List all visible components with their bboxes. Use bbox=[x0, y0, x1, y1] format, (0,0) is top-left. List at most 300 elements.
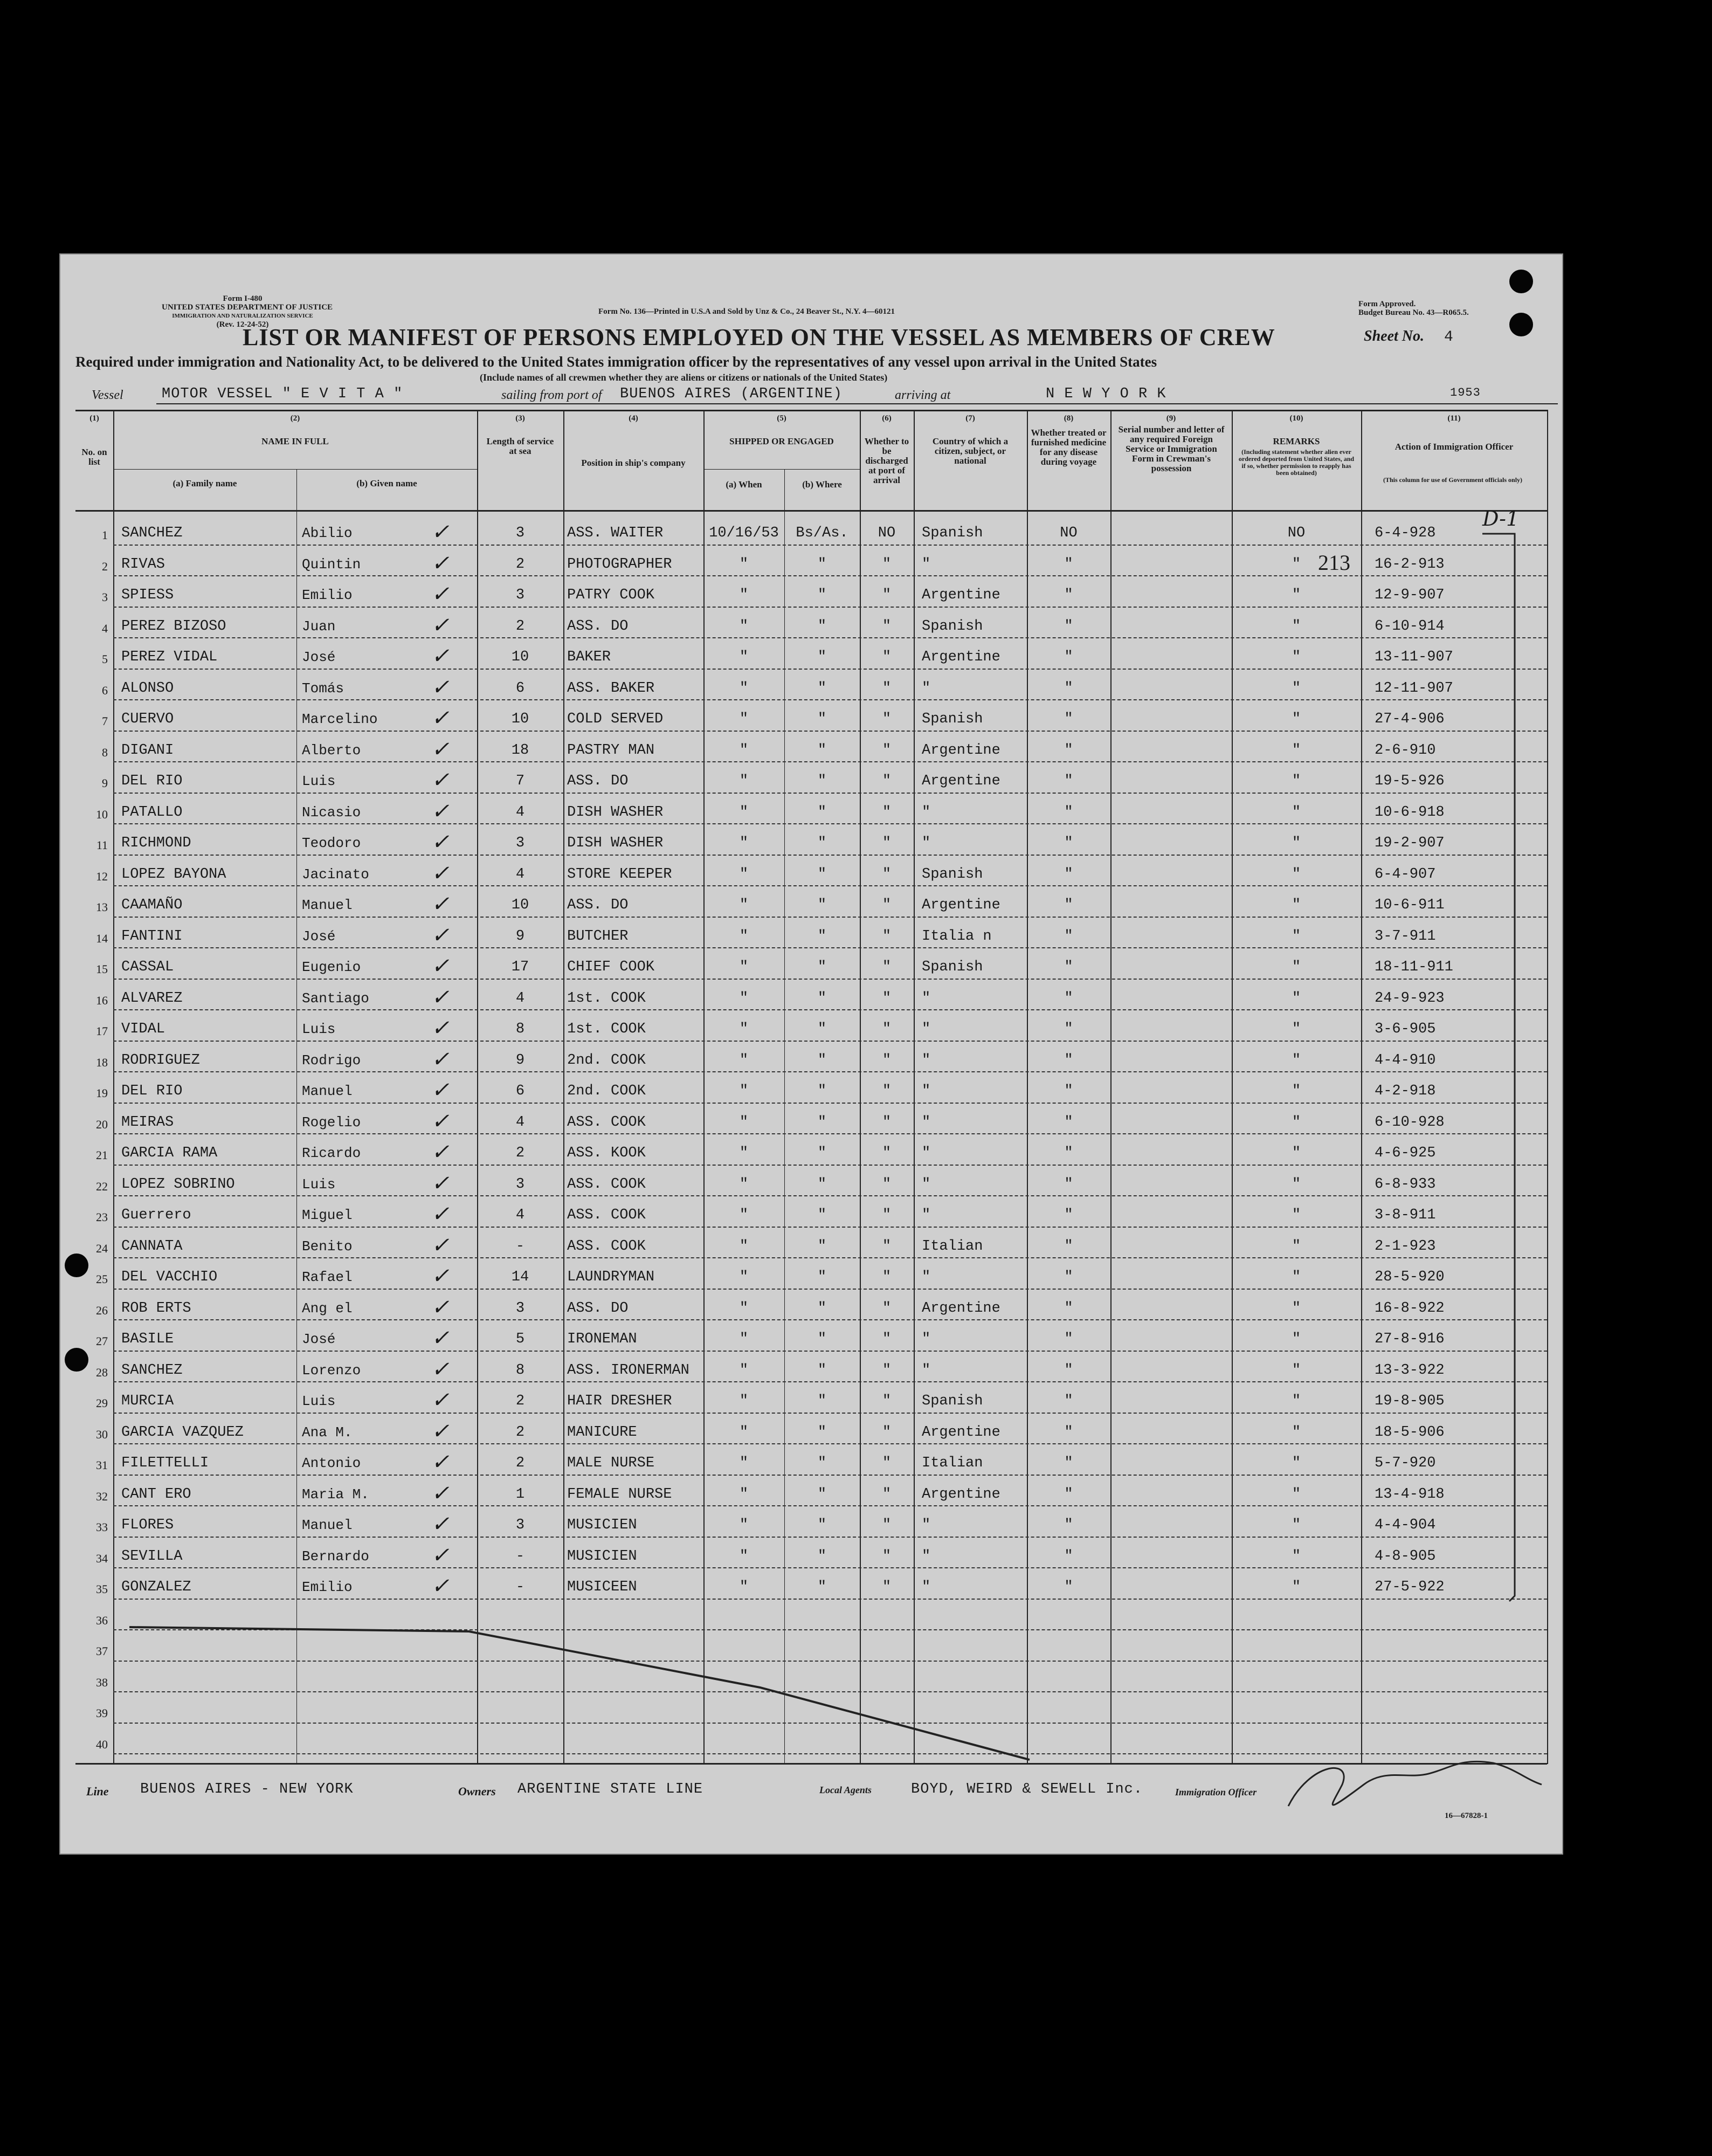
cell-country: " bbox=[922, 835, 931, 851]
vessel-label: Vessel bbox=[92, 388, 123, 402]
cell-family: VIDAL bbox=[121, 1021, 165, 1037]
cell-where: " bbox=[817, 1455, 827, 1471]
cell-remarks: " bbox=[1292, 587, 1301, 603]
sheet-value: 4 bbox=[1444, 329, 1453, 346]
cell-discharged: " bbox=[882, 1517, 892, 1533]
cell-discharged: " bbox=[882, 711, 892, 727]
cell-remarks: " bbox=[1292, 773, 1301, 789]
col5b-header: (b) Where bbox=[802, 479, 842, 490]
cell-action: 4-6-925 bbox=[1375, 1145, 1436, 1161]
cell-when: " bbox=[739, 1517, 749, 1533]
cell-position: PHOTOGRAPHER bbox=[567, 556, 672, 573]
cell-family: CAAMAÑO bbox=[121, 897, 183, 913]
cell-family: CANT ERO bbox=[121, 1486, 191, 1503]
cell-position: PATRY COOK bbox=[567, 587, 655, 603]
check-mark-icon: ✓ bbox=[431, 1574, 450, 1599]
cell-where: " bbox=[817, 1579, 827, 1595]
cell-family: Guerrero bbox=[121, 1207, 191, 1223]
cell-action: 27-4-906 bbox=[1375, 711, 1445, 727]
cell-discharged: " bbox=[882, 1362, 892, 1379]
cell-remarks: " bbox=[1292, 1548, 1301, 1565]
cell-action: 19-5-926 bbox=[1375, 773, 1445, 789]
cell-country: Spanish bbox=[922, 618, 983, 635]
handwritten-213: 213 bbox=[1318, 550, 1350, 575]
printer-line: Form No. 136—Printed in U.S.A and Sold by Unz & Co., 24 Beaver St., N.Y. 4—60121 bbox=[598, 307, 895, 316]
line-label: Line bbox=[86, 1785, 109, 1798]
cell-family: RICHMOND bbox=[121, 835, 191, 851]
cell-where: " bbox=[817, 1176, 827, 1193]
cell-service: 8 bbox=[515, 1362, 525, 1379]
cell-family: SANCHEZ bbox=[121, 1362, 183, 1379]
cell-service: 10 bbox=[511, 649, 529, 665]
row-number: 11 bbox=[96, 838, 108, 852]
cell-service: 3 bbox=[515, 1517, 525, 1533]
cell-when: " bbox=[739, 866, 749, 883]
cell-discharged: " bbox=[882, 1083, 892, 1099]
cell-treated: " bbox=[1064, 1517, 1073, 1533]
cell-remarks: NO bbox=[1287, 525, 1306, 541]
row-number: 36 bbox=[96, 1613, 108, 1627]
cell-country: Spanish bbox=[922, 1393, 983, 1409]
cell-country: " bbox=[922, 1269, 931, 1285]
cell-where: " bbox=[817, 866, 827, 883]
cell-given: Alberto bbox=[302, 742, 361, 759]
cell-when: " bbox=[739, 1052, 749, 1069]
cell-given: Juan bbox=[302, 618, 336, 635]
doc-code: 16—67828-1 bbox=[1445, 1811, 1488, 1820]
cell-service: 9 bbox=[515, 1052, 525, 1069]
cell-discharged: " bbox=[882, 1486, 892, 1503]
row-number: 18 bbox=[96, 1055, 108, 1069]
cell-where: " bbox=[817, 1486, 827, 1503]
cell-action: 13-4-918 bbox=[1375, 1486, 1445, 1503]
row-number: 40 bbox=[96, 1737, 108, 1751]
cell-remarks: " bbox=[1292, 1300, 1301, 1317]
cell-remarks: " bbox=[1292, 1021, 1301, 1037]
row-number: 32 bbox=[96, 1489, 108, 1503]
cell-when: " bbox=[739, 711, 749, 727]
cell-where: " bbox=[817, 1021, 827, 1037]
row-number: 33 bbox=[96, 1520, 108, 1534]
cell-service: 2 bbox=[515, 556, 525, 573]
owners-label: Owners bbox=[458, 1785, 496, 1798]
cell-action: 27-5-922 bbox=[1375, 1579, 1445, 1595]
cell-given: Rodrigo bbox=[302, 1052, 361, 1069]
cell-position: ASS. KOOK bbox=[567, 1145, 646, 1161]
cell-when: " bbox=[739, 1486, 749, 1503]
cell-discharged: " bbox=[882, 618, 892, 635]
row-number: 29 bbox=[96, 1396, 108, 1410]
cell-country: Spanish bbox=[922, 711, 983, 727]
check-mark-icon: ✓ bbox=[431, 1108, 450, 1134]
cell-country: Spanish bbox=[922, 525, 983, 541]
cell-position: ASS. WAITER bbox=[567, 525, 664, 541]
cell-service: 9 bbox=[515, 928, 525, 945]
cell-remarks: " bbox=[1292, 804, 1301, 821]
cell-given: Manuel bbox=[302, 897, 353, 913]
punch-hole bbox=[65, 1253, 88, 1277]
cell-discharged: " bbox=[882, 587, 892, 603]
check-mark-icon: ✓ bbox=[431, 1480, 450, 1506]
cell-treated: " bbox=[1064, 1548, 1073, 1565]
cell-discharged: " bbox=[882, 928, 892, 945]
cell-country: Argentine bbox=[922, 897, 1000, 913]
row-number: 39 bbox=[96, 1706, 108, 1720]
check-mark-icon: ✓ bbox=[431, 1264, 450, 1289]
cell-action: 6-4-928 bbox=[1375, 525, 1436, 541]
cell-country: " bbox=[922, 1052, 931, 1069]
row-number: 6 bbox=[102, 683, 108, 697]
cell-action: 19-2-907 bbox=[1375, 835, 1445, 851]
cell-where: " bbox=[817, 1114, 827, 1131]
cell-treated: " bbox=[1064, 1207, 1073, 1223]
cell-discharged: " bbox=[882, 1238, 892, 1255]
cell-country: Argentine bbox=[922, 742, 1000, 759]
row-number: 37 bbox=[96, 1644, 108, 1658]
cell-treated: " bbox=[1064, 742, 1073, 759]
cell-service: 6 bbox=[515, 1083, 525, 1099]
row-number: 30 bbox=[96, 1427, 108, 1441]
cell-where: " bbox=[817, 711, 827, 727]
col5-number: (5) bbox=[777, 414, 786, 423]
check-mark-icon: ✓ bbox=[431, 706, 450, 731]
cell-where: " bbox=[817, 1145, 827, 1161]
cell-family: ROB ERTS bbox=[121, 1300, 191, 1317]
cell-when: " bbox=[739, 680, 749, 697]
row-number: 22 bbox=[96, 1179, 108, 1193]
cell-treated: NO bbox=[1060, 525, 1078, 541]
cell-action: 3-8-911 bbox=[1375, 1207, 1436, 1223]
margin-mark: D-1 bbox=[1482, 507, 1520, 531]
check-mark-icon: ✓ bbox=[431, 1202, 450, 1227]
cell-discharged: " bbox=[882, 866, 892, 883]
cell-service: 10 bbox=[511, 897, 529, 913]
cell-when: " bbox=[739, 1207, 749, 1223]
cell-remarks: " bbox=[1292, 556, 1301, 573]
cell-family: GARCIA RAMA bbox=[121, 1145, 218, 1161]
cell-given: Antonio bbox=[302, 1455, 361, 1471]
cell-given: Luis bbox=[302, 1021, 336, 1037]
cell-family: BASILE bbox=[121, 1331, 174, 1347]
cell-position: LAUNDRYMAN bbox=[567, 1269, 655, 1285]
cell-when: " bbox=[739, 959, 749, 975]
row-number: 16 bbox=[96, 993, 108, 1007]
cell-treated: " bbox=[1064, 959, 1073, 975]
punch-hole bbox=[1509, 313, 1533, 336]
port-of-arrival: N E W Y O R K bbox=[1046, 386, 1166, 402]
cell-treated: " bbox=[1064, 1424, 1073, 1441]
cell-action: 4-4-910 bbox=[1375, 1052, 1436, 1069]
cell-when: " bbox=[739, 1145, 749, 1161]
cell-family: SEVILLA bbox=[121, 1548, 183, 1565]
cell-position: ASS. DO bbox=[567, 773, 629, 789]
cell-family: FLORES bbox=[121, 1517, 174, 1533]
cell-treated: " bbox=[1064, 1269, 1073, 1285]
cell-family: LOPEZ BAYONA bbox=[121, 866, 226, 883]
cell-family: ALONSO bbox=[121, 680, 174, 697]
cell-discharged: " bbox=[882, 804, 892, 821]
cell-discharged: " bbox=[882, 1455, 892, 1471]
col4-number: (4) bbox=[629, 414, 638, 423]
cell-discharged: " bbox=[882, 1021, 892, 1037]
cell-action: 24-9-923 bbox=[1375, 990, 1445, 1007]
cell-country: Italia n bbox=[922, 928, 992, 945]
cell-remarks: " bbox=[1292, 649, 1301, 665]
cell-discharged: " bbox=[882, 773, 892, 789]
cell-family: DEL VACCHIO bbox=[121, 1269, 218, 1285]
cell-action: 4-8-905 bbox=[1375, 1548, 1436, 1565]
cell-remarks: " bbox=[1292, 1455, 1301, 1471]
check-mark-icon: ✓ bbox=[431, 582, 450, 607]
cell-action: 3-6-905 bbox=[1375, 1021, 1436, 1037]
cell-discharged: " bbox=[882, 742, 892, 759]
cell-given: Luis bbox=[302, 773, 336, 789]
cell-remarks: " bbox=[1292, 866, 1301, 883]
row-number: 24 bbox=[96, 1241, 108, 1255]
cell-country: " bbox=[922, 990, 931, 1007]
cell-position: ASS. DO bbox=[567, 618, 629, 635]
cell-when: " bbox=[739, 928, 749, 945]
cell-given: Quintin bbox=[302, 556, 361, 573]
cell-given: Ana M. bbox=[302, 1424, 353, 1441]
cell-service: 2 bbox=[515, 1455, 525, 1471]
cell-discharged: " bbox=[882, 1331, 892, 1347]
cell-when: " bbox=[739, 556, 749, 573]
cell-given: Eugenio bbox=[302, 959, 361, 975]
cell-treated: " bbox=[1064, 1486, 1073, 1503]
cell-service: 3 bbox=[515, 1176, 525, 1193]
cell-given: Luis bbox=[302, 1393, 336, 1409]
row-number: 1 bbox=[102, 528, 108, 542]
cell-position: ASS. DO bbox=[567, 897, 629, 913]
cell-treated: " bbox=[1064, 928, 1073, 945]
cell-remarks: " bbox=[1292, 1114, 1301, 1131]
cell-where: " bbox=[817, 680, 827, 697]
cell-remarks: " bbox=[1292, 1083, 1301, 1099]
cell-where: " bbox=[817, 1362, 827, 1379]
cell-given: Abilio bbox=[302, 525, 353, 541]
cell-treated: " bbox=[1064, 680, 1073, 697]
cell-country: " bbox=[922, 1176, 931, 1193]
col2b-header: (b) Given name bbox=[356, 478, 417, 488]
cell-treated: " bbox=[1064, 804, 1073, 821]
cell-discharged: " bbox=[882, 835, 892, 851]
check-mark-icon: ✓ bbox=[431, 1078, 450, 1103]
cell-action: 12-9-907 bbox=[1375, 587, 1445, 603]
cell-discharged: " bbox=[882, 1269, 892, 1285]
cell-service: 1 bbox=[515, 1486, 525, 1503]
check-mark-icon: ✓ bbox=[431, 644, 450, 669]
cell-given: Nicasio bbox=[302, 804, 361, 821]
cell-country: Argentine bbox=[922, 1486, 1000, 1503]
cell-treated: " bbox=[1064, 711, 1073, 727]
row-number: 15 bbox=[96, 962, 108, 976]
cell-where: " bbox=[817, 1517, 827, 1533]
row-number: 7 bbox=[102, 714, 108, 728]
cell-action: 12-11-907 bbox=[1375, 680, 1453, 697]
col1-number: (1) bbox=[89, 414, 99, 423]
cell-treated: " bbox=[1064, 835, 1073, 851]
cell-action: 6-4-907 bbox=[1375, 866, 1436, 883]
cell-where: " bbox=[817, 990, 827, 1007]
check-mark-icon: ✓ bbox=[431, 1046, 450, 1072]
cell-position: HAIR DRESHER bbox=[567, 1393, 672, 1409]
cell-remarks: " bbox=[1292, 897, 1301, 913]
cell-country: Italian bbox=[922, 1238, 983, 1255]
cell-position: STORE KEEPER bbox=[567, 866, 672, 883]
row-number: 5 bbox=[102, 652, 108, 666]
cell-action: 2-1-923 bbox=[1375, 1238, 1436, 1255]
cell-treated: " bbox=[1064, 866, 1073, 883]
cell-country: " bbox=[922, 680, 931, 697]
cell-action: 6-10-914 bbox=[1375, 618, 1445, 635]
row-number: 31 bbox=[96, 1458, 108, 1472]
cell-treated: " bbox=[1064, 1083, 1073, 1099]
cell-action: 10-6-918 bbox=[1375, 804, 1445, 821]
cell-action: 28-5-920 bbox=[1375, 1269, 1445, 1285]
cell-action: 4-2-918 bbox=[1375, 1083, 1436, 1099]
col11-subheader: (This column for use of Government officials only) bbox=[1383, 476, 1523, 484]
cell-given: Jacinato bbox=[302, 866, 369, 883]
col10-header: REMARKS bbox=[1273, 436, 1320, 446]
required-statement: Required under immigration and Nationality Act, to be delivered to the United States immigration officer by the representatives of any vessel upon arrival in the United States bbox=[75, 354, 1157, 370]
col4-header: Position in ship's company bbox=[581, 458, 686, 468]
row-number: 38 bbox=[96, 1675, 108, 1689]
cell-country: Spanish bbox=[922, 866, 983, 883]
cell-service: 7 bbox=[515, 773, 525, 789]
cell-action: 13-3-922 bbox=[1375, 1362, 1445, 1379]
cell-country: Spanish bbox=[922, 959, 983, 975]
cell-given: Emilio bbox=[302, 587, 353, 603]
col5a-header: (a) When bbox=[726, 479, 762, 490]
cell-where: " bbox=[817, 1083, 827, 1099]
cell-treated: " bbox=[1064, 1114, 1073, 1131]
include-note: (Include names of all crewmen whether they are aliens or citizens or nationals of the United States) bbox=[480, 372, 888, 383]
cell-position: MUSICIEN bbox=[567, 1517, 637, 1533]
dept-line-2: IMMIGRATION AND NATURALIZATION SERVICE bbox=[172, 313, 313, 319]
cell-given: José bbox=[302, 649, 336, 665]
cell-action: 10-6-911 bbox=[1375, 897, 1445, 913]
cell-service: 14 bbox=[511, 1269, 529, 1285]
cell-discharged: " bbox=[882, 990, 892, 1007]
cell-given: Ricardo bbox=[302, 1145, 361, 1161]
row-number: 25 bbox=[96, 1272, 108, 1286]
cell-discharged: " bbox=[882, 1052, 892, 1069]
cell-family: FILETTELLI bbox=[121, 1455, 209, 1471]
cell-discharged: " bbox=[882, 1207, 892, 1223]
col5-header: SHIPPED OR ENGAGED bbox=[729, 436, 834, 446]
cell-given: Maria M. bbox=[302, 1486, 369, 1503]
col9-number: (9) bbox=[1166, 414, 1176, 423]
row-number: 34 bbox=[96, 1551, 108, 1565]
cell-action: 16-2-913 bbox=[1375, 556, 1445, 573]
check-mark-icon: ✓ bbox=[431, 1418, 450, 1444]
cell-action: 18-5-906 bbox=[1375, 1424, 1445, 1441]
cell-when: " bbox=[739, 1176, 749, 1193]
cell-country: Argentine bbox=[922, 587, 1000, 603]
cell-discharged: " bbox=[882, 556, 892, 573]
cell-when: " bbox=[739, 1362, 749, 1379]
cell-position: ASS. DO bbox=[567, 1300, 629, 1317]
agents-value: BOYD, WEIRD & SEWELL Inc. bbox=[911, 1781, 1143, 1797]
cell-given: Marcelino bbox=[302, 711, 378, 727]
cell-treated: " bbox=[1064, 1393, 1073, 1409]
cell-where: " bbox=[817, 804, 827, 821]
cell-remarks: " bbox=[1292, 1176, 1301, 1193]
cell-remarks: " bbox=[1292, 1579, 1301, 1595]
col10-number: (10) bbox=[1289, 414, 1303, 423]
cell-position: CHIEF COOK bbox=[567, 959, 655, 975]
cell-position: ASS. COOK bbox=[567, 1207, 646, 1223]
cell-position: ASS. COOK bbox=[567, 1238, 646, 1255]
cell-where: " bbox=[817, 1269, 827, 1285]
cell-given: Santiago bbox=[302, 990, 369, 1007]
check-mark-icon: ✓ bbox=[431, 1450, 450, 1475]
cell-country: " bbox=[922, 1579, 931, 1595]
row-number: 2 bbox=[102, 559, 108, 573]
cell-given: Lorenzo bbox=[302, 1362, 361, 1379]
manifest-sheet bbox=[59, 253, 1563, 1855]
cell-action: 3-7-911 bbox=[1375, 928, 1436, 945]
check-mark-icon: ✓ bbox=[431, 798, 450, 824]
cell-remarks: " bbox=[1292, 835, 1301, 851]
cell-service: 2 bbox=[515, 618, 525, 635]
cell-treated: " bbox=[1064, 1362, 1073, 1379]
arriving-label: arriving at bbox=[895, 388, 951, 402]
cell-given: Benito bbox=[302, 1238, 353, 1255]
cell-action: 13-11-907 bbox=[1375, 649, 1453, 665]
cell-given: Teodoro bbox=[302, 835, 361, 851]
cell-action: 6-8-933 bbox=[1375, 1176, 1436, 1193]
cell-family: GARCIA VAZQUEZ bbox=[121, 1424, 244, 1441]
punch-hole bbox=[65, 1348, 88, 1372]
check-mark-icon: ✓ bbox=[431, 768, 450, 793]
cell-country: " bbox=[922, 1114, 931, 1131]
check-mark-icon: ✓ bbox=[431, 520, 450, 545]
cell-remarks: " bbox=[1292, 1393, 1301, 1409]
cell-position: 1st. COOK bbox=[567, 990, 646, 1007]
cell-position: FEMALE NURSE bbox=[567, 1486, 672, 1503]
port-of-departure: BUENOS AIRES (ARGENTINE) bbox=[620, 386, 843, 402]
dept-line-1: UNITED STATES DEPARTMENT OF JUSTICE bbox=[162, 303, 333, 312]
cell-when: " bbox=[739, 773, 749, 789]
cell-when: " bbox=[739, 897, 749, 913]
cell-discharged: " bbox=[882, 1300, 892, 1317]
cell-discharged: " bbox=[882, 1393, 892, 1409]
cell-remarks: " bbox=[1292, 742, 1301, 759]
cell-treated: " bbox=[1064, 1579, 1073, 1595]
cell-remarks: " bbox=[1292, 928, 1301, 945]
sailing-label: sailing from port of bbox=[501, 388, 602, 402]
row-number: 35 bbox=[96, 1582, 108, 1596]
row-number: 21 bbox=[96, 1148, 108, 1162]
cell-family: LOPEZ SOBRINO bbox=[121, 1176, 235, 1193]
budget-bureau: Budget Bureau No. 43—R065.5. bbox=[1358, 308, 1469, 317]
row-number: 27 bbox=[96, 1334, 108, 1348]
cell-country: Argentine bbox=[922, 649, 1000, 665]
check-mark-icon: ✓ bbox=[431, 550, 450, 576]
cell-remarks: " bbox=[1292, 1331, 1301, 1347]
cell-family: PEREZ VIDAL bbox=[121, 649, 218, 665]
cell-country: Italian bbox=[922, 1455, 983, 1471]
cell-when: " bbox=[739, 1455, 749, 1471]
manifest-title: LIST OR MANIFEST OF PERSONS EMPLOYED ON THE VESSEL AS MEMBERS OF CREW bbox=[243, 324, 1275, 350]
strike-line bbox=[129, 1627, 1030, 1760]
check-mark-icon: ✓ bbox=[431, 1232, 450, 1258]
cell-where: Bs/As. bbox=[796, 525, 848, 541]
cell-where: " bbox=[817, 649, 827, 665]
cell-action: 27-8-916 bbox=[1375, 1331, 1445, 1347]
